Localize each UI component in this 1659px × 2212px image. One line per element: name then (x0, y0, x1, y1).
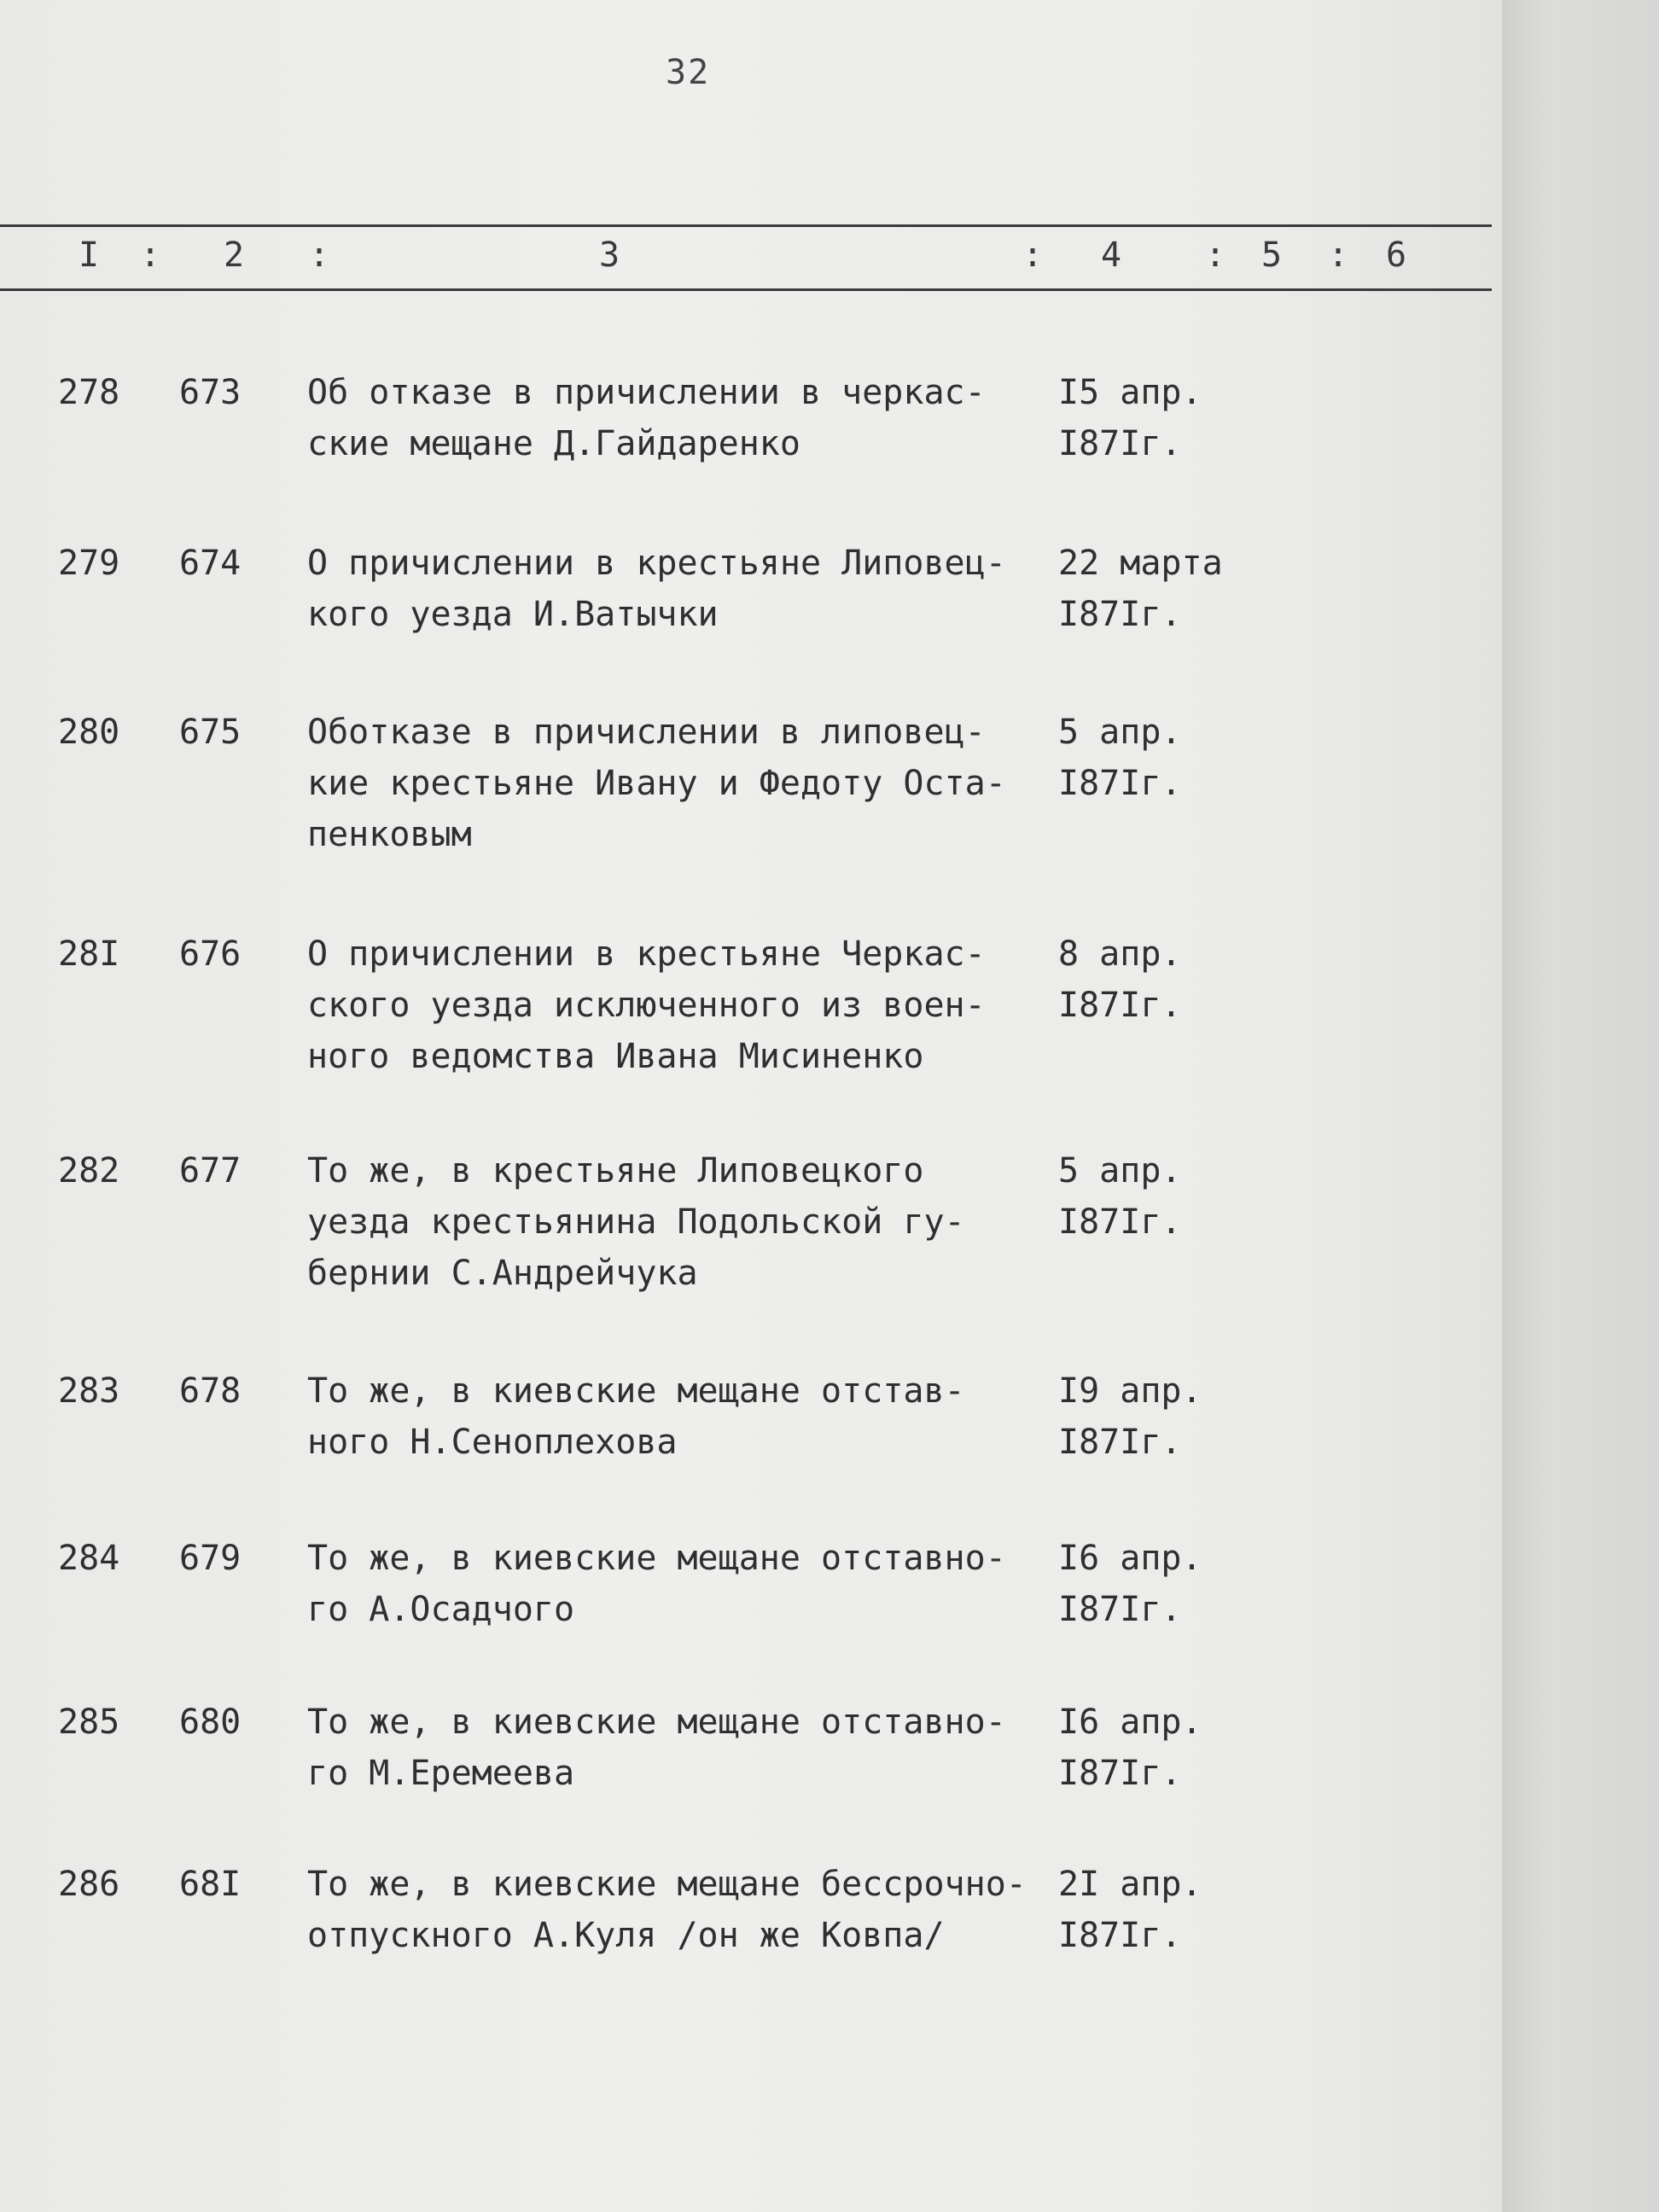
date-year: I87Iг. (1058, 1590, 1182, 1629)
description-line: бернии С.Андрейчука (307, 1254, 698, 1293)
header-col-6: 6 (1386, 236, 1407, 275)
entry-description (307, 367, 1041, 469)
entry-number: 278 (58, 373, 120, 412)
header-col-2: 2 (224, 236, 245, 275)
header-separator: : (140, 236, 161, 275)
entry-number: 280 (58, 713, 120, 752)
entry-date (1058, 1145, 1263, 1248)
entry-date (1058, 1533, 1263, 1635)
description-line: кого уезда И.Ватычки (307, 595, 719, 634)
date-day-month: 2I апр. (1058, 1865, 1202, 1904)
entry-date (1058, 367, 1263, 469)
file-number: 678 (179, 1371, 242, 1411)
description-line: Об отказе в причислении в черкас- (307, 373, 986, 412)
date-year: I87Iг. (1058, 1754, 1182, 1793)
date-day-month: I5 апр. (1058, 373, 1202, 412)
file-number: 680 (179, 1703, 242, 1742)
date-day-month: I6 апр. (1058, 1539, 1202, 1578)
description-line: пенковым (307, 815, 472, 854)
file-number: 679 (179, 1539, 242, 1578)
header-rule-top (0, 224, 1492, 227)
date-day-month: I9 апр. (1058, 1371, 1202, 1411)
entry-date (1058, 928, 1263, 1031)
column-header-row (0, 236, 1492, 282)
header-col-1: I (79, 236, 100, 275)
date-year: I87Iг. (1058, 764, 1182, 803)
entry-number: 282 (58, 1151, 120, 1190)
date-day-month: 22 марта (1058, 544, 1223, 583)
entry-description (307, 707, 1041, 860)
entry-number: 286 (58, 1865, 120, 1904)
description-line: То же, в крестьяне Липовецкого (307, 1151, 924, 1190)
date-year: I87Iг. (1058, 1202, 1182, 1242)
date-year: I87Iг. (1058, 424, 1182, 463)
file-number: 673 (179, 373, 242, 412)
date-day-month: 5 апр. (1058, 713, 1182, 752)
header-col-3: 3 (599, 236, 620, 275)
paper-edge (1502, 0, 1659, 2212)
description-line: ного ведомства Ивана Мисиненко (307, 1037, 924, 1076)
entry-number: 284 (58, 1539, 120, 1578)
entry-description (307, 1859, 1041, 1961)
date-year: I87Iг. (1058, 1916, 1182, 1955)
entry-date (1058, 1365, 1263, 1468)
date-day-month: 5 апр. (1058, 1151, 1182, 1190)
entry-description (307, 1145, 1041, 1299)
entry-number: 28I (58, 934, 120, 974)
description-line: То же, в киевские мещане отставно- (307, 1703, 1006, 1742)
date-day-month: I6 апр. (1058, 1703, 1202, 1742)
entry-number: 279 (58, 544, 120, 583)
entry-description (307, 1533, 1041, 1635)
entry-description (307, 538, 1041, 640)
description-line: уезда крестьянина Подольской гу- (307, 1202, 965, 1242)
description-line: О причислении в крестьяне Липовец- (307, 544, 1006, 583)
header-rule-bottom (0, 288, 1492, 291)
date-year: I87Iг. (1058, 595, 1182, 634)
description-line: О причислении в крестьяне Черкас- (307, 934, 986, 974)
entry-description (307, 1697, 1041, 1799)
file-number: 677 (179, 1151, 242, 1190)
description-line: То же, в киевские мещане отстав- (307, 1371, 965, 1411)
file-number: 68I (179, 1865, 242, 1904)
description-line: ские мещане Д.Гайдаренко (307, 424, 800, 463)
header-separator: : (1328, 236, 1349, 275)
description-line: То же, в киевские мещане бессрочно- (307, 1865, 1027, 1904)
date-year: I87Iг. (1058, 1423, 1182, 1462)
entry-description (307, 928, 1041, 1082)
date-day-month: 8 апр. (1058, 934, 1182, 974)
entry-date (1058, 1697, 1263, 1799)
date-year: I87Iг. (1058, 986, 1182, 1025)
file-number: 675 (179, 713, 242, 752)
entry-date (1058, 1859, 1263, 1961)
entry-date (1058, 538, 1263, 640)
header-separator: : (1022, 236, 1044, 275)
header-separator: : (1205, 236, 1226, 275)
entry-number: 285 (58, 1703, 120, 1742)
header-col-4: 4 (1101, 236, 1122, 275)
file-number: 674 (179, 544, 242, 583)
file-number: 676 (179, 934, 242, 974)
entry-date (1058, 707, 1263, 809)
description-line: ского уезда исключенного из воен- (307, 986, 986, 1025)
description-line: го А.Осадчого (307, 1590, 575, 1629)
description-line: кие крестьяне Ивану и Федоту Оста- (307, 764, 1006, 803)
page-number: 32 (666, 53, 711, 92)
header-col-5: 5 (1261, 236, 1283, 275)
description-line: Оботказе в причислении в липовец- (307, 713, 986, 752)
entry-number: 283 (58, 1371, 120, 1411)
description-line: го М.Еремеева (307, 1754, 575, 1793)
entry-description (307, 1365, 1041, 1468)
description-line: ного Н.Сеноплехова (307, 1423, 678, 1462)
header-separator: : (309, 236, 330, 275)
description-line: отпускного А.Куля /он же Ковпа/ (307, 1916, 945, 1955)
description-line: То же, в киевские мещане отставно- (307, 1539, 1006, 1578)
